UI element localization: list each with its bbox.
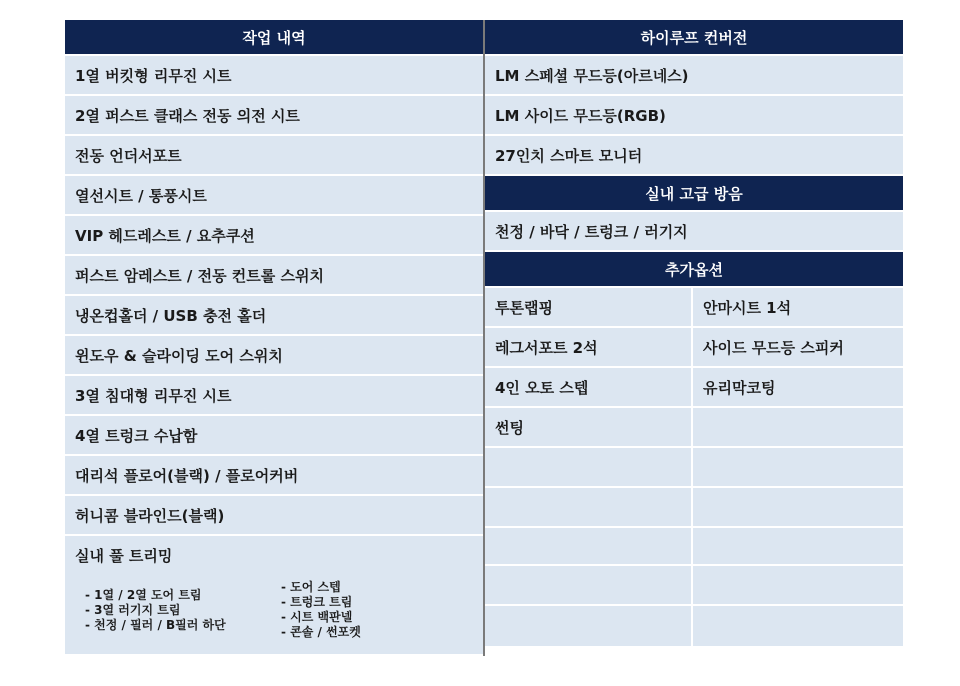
trim-list-b <box>281 580 361 640</box>
option-row <box>485 288 903 328</box>
option-row <box>485 328 903 368</box>
work-item: 열선시트 / 통풍시트 <box>65 176 483 216</box>
soundproofing-item: 천정 / 바닥 / 트렁크 / 러기지 <box>485 212 903 252</box>
trim-item: - 시트 백판넬 <box>281 610 353 624</box>
soundproofing-header: 실내 고급 방음 <box>485 176 903 212</box>
work-item: 2열 퍼스트 클래스 전동 의전 시트 <box>65 96 483 136</box>
high-roof-item: LM 스페셜 무드등(아르네스) <box>485 56 903 96</box>
trim-item: - 3열 러기지 트림 <box>85 603 181 617</box>
work-list-header: 작업 내역 <box>65 20 483 56</box>
empty-cell <box>485 566 693 606</box>
option-row <box>485 408 903 448</box>
work-item: 퍼스트 암레스트 / 전동 컨트롤 스위치 <box>65 256 483 296</box>
work-item: 4열 트렁크 수납함 <box>65 416 483 456</box>
empty-row <box>485 566 903 606</box>
high-roof-item: 27인치 스마트 모니터 <box>485 136 903 176</box>
trim-list-a <box>85 588 226 633</box>
empty-row <box>485 606 903 646</box>
empty-row <box>485 528 903 566</box>
option-cell: 투톤랩핑 <box>485 288 693 328</box>
option-row <box>485 368 903 408</box>
empty-cell <box>693 448 903 488</box>
trim-item: - 천정 / 필러 / B필러 하단 <box>85 618 226 632</box>
empty-cell <box>693 606 903 646</box>
trim-item: - 콘솔 / 썬포켓 <box>281 625 361 639</box>
trim-item: - 1열 / 2열 도어 트림 <box>85 588 202 602</box>
high-roof-header: 하이루프 컨버전 <box>485 20 903 56</box>
extra-options-header: 추가옵션 <box>485 252 903 288</box>
empty-row <box>485 488 903 528</box>
option-cell: 사이드 무드등 스피커 <box>693 328 903 368</box>
option-cell: 4인 오토 스텝 <box>485 368 693 408</box>
empty-cell <box>693 528 903 566</box>
trim-item: - 도어 스텝 <box>281 580 341 594</box>
trim-details-block <box>65 574 483 654</box>
option-cell: 유리막코팅 <box>693 368 903 408</box>
option-cell: 레그서포트 2석 <box>485 328 693 368</box>
options-column <box>485 20 903 646</box>
work-item: 윈도우 & 슬라이딩 도어 스위치 <box>65 336 483 376</box>
work-item: 대리석 플로어(블랙) / 플로어커버 <box>65 456 483 496</box>
work-item: VIP 헤드레스트 / 요추쿠션 <box>65 216 483 256</box>
trim-item: - 트렁크 트림 <box>281 595 353 609</box>
work-item: 냉온컵홀더 / USB 충전 홀더 <box>65 296 483 336</box>
empty-cell <box>485 606 693 646</box>
empty-cell <box>693 488 903 528</box>
work-item: 3열 침대형 리무진 시트 <box>65 376 483 416</box>
empty-cell <box>485 488 693 528</box>
work-list-column <box>65 20 483 654</box>
work-item: 실내 풀 트리밍 <box>65 536 483 574</box>
work-item: 허니콤 블라인드(블랙) <box>65 496 483 536</box>
empty-cell <box>485 448 693 488</box>
high-roof-item: LM 사이드 무드등(RGB) <box>485 96 903 136</box>
work-item: 1열 버킷형 리무진 시트 <box>65 56 483 96</box>
empty-cell <box>485 528 693 566</box>
option-cell: 안마시트 1석 <box>693 288 903 328</box>
option-cell: 썬팅 <box>485 408 693 448</box>
option-cell <box>693 408 903 448</box>
work-item: 전동 언더서포트 <box>65 136 483 176</box>
empty-cell <box>693 566 903 606</box>
empty-row <box>485 448 903 488</box>
